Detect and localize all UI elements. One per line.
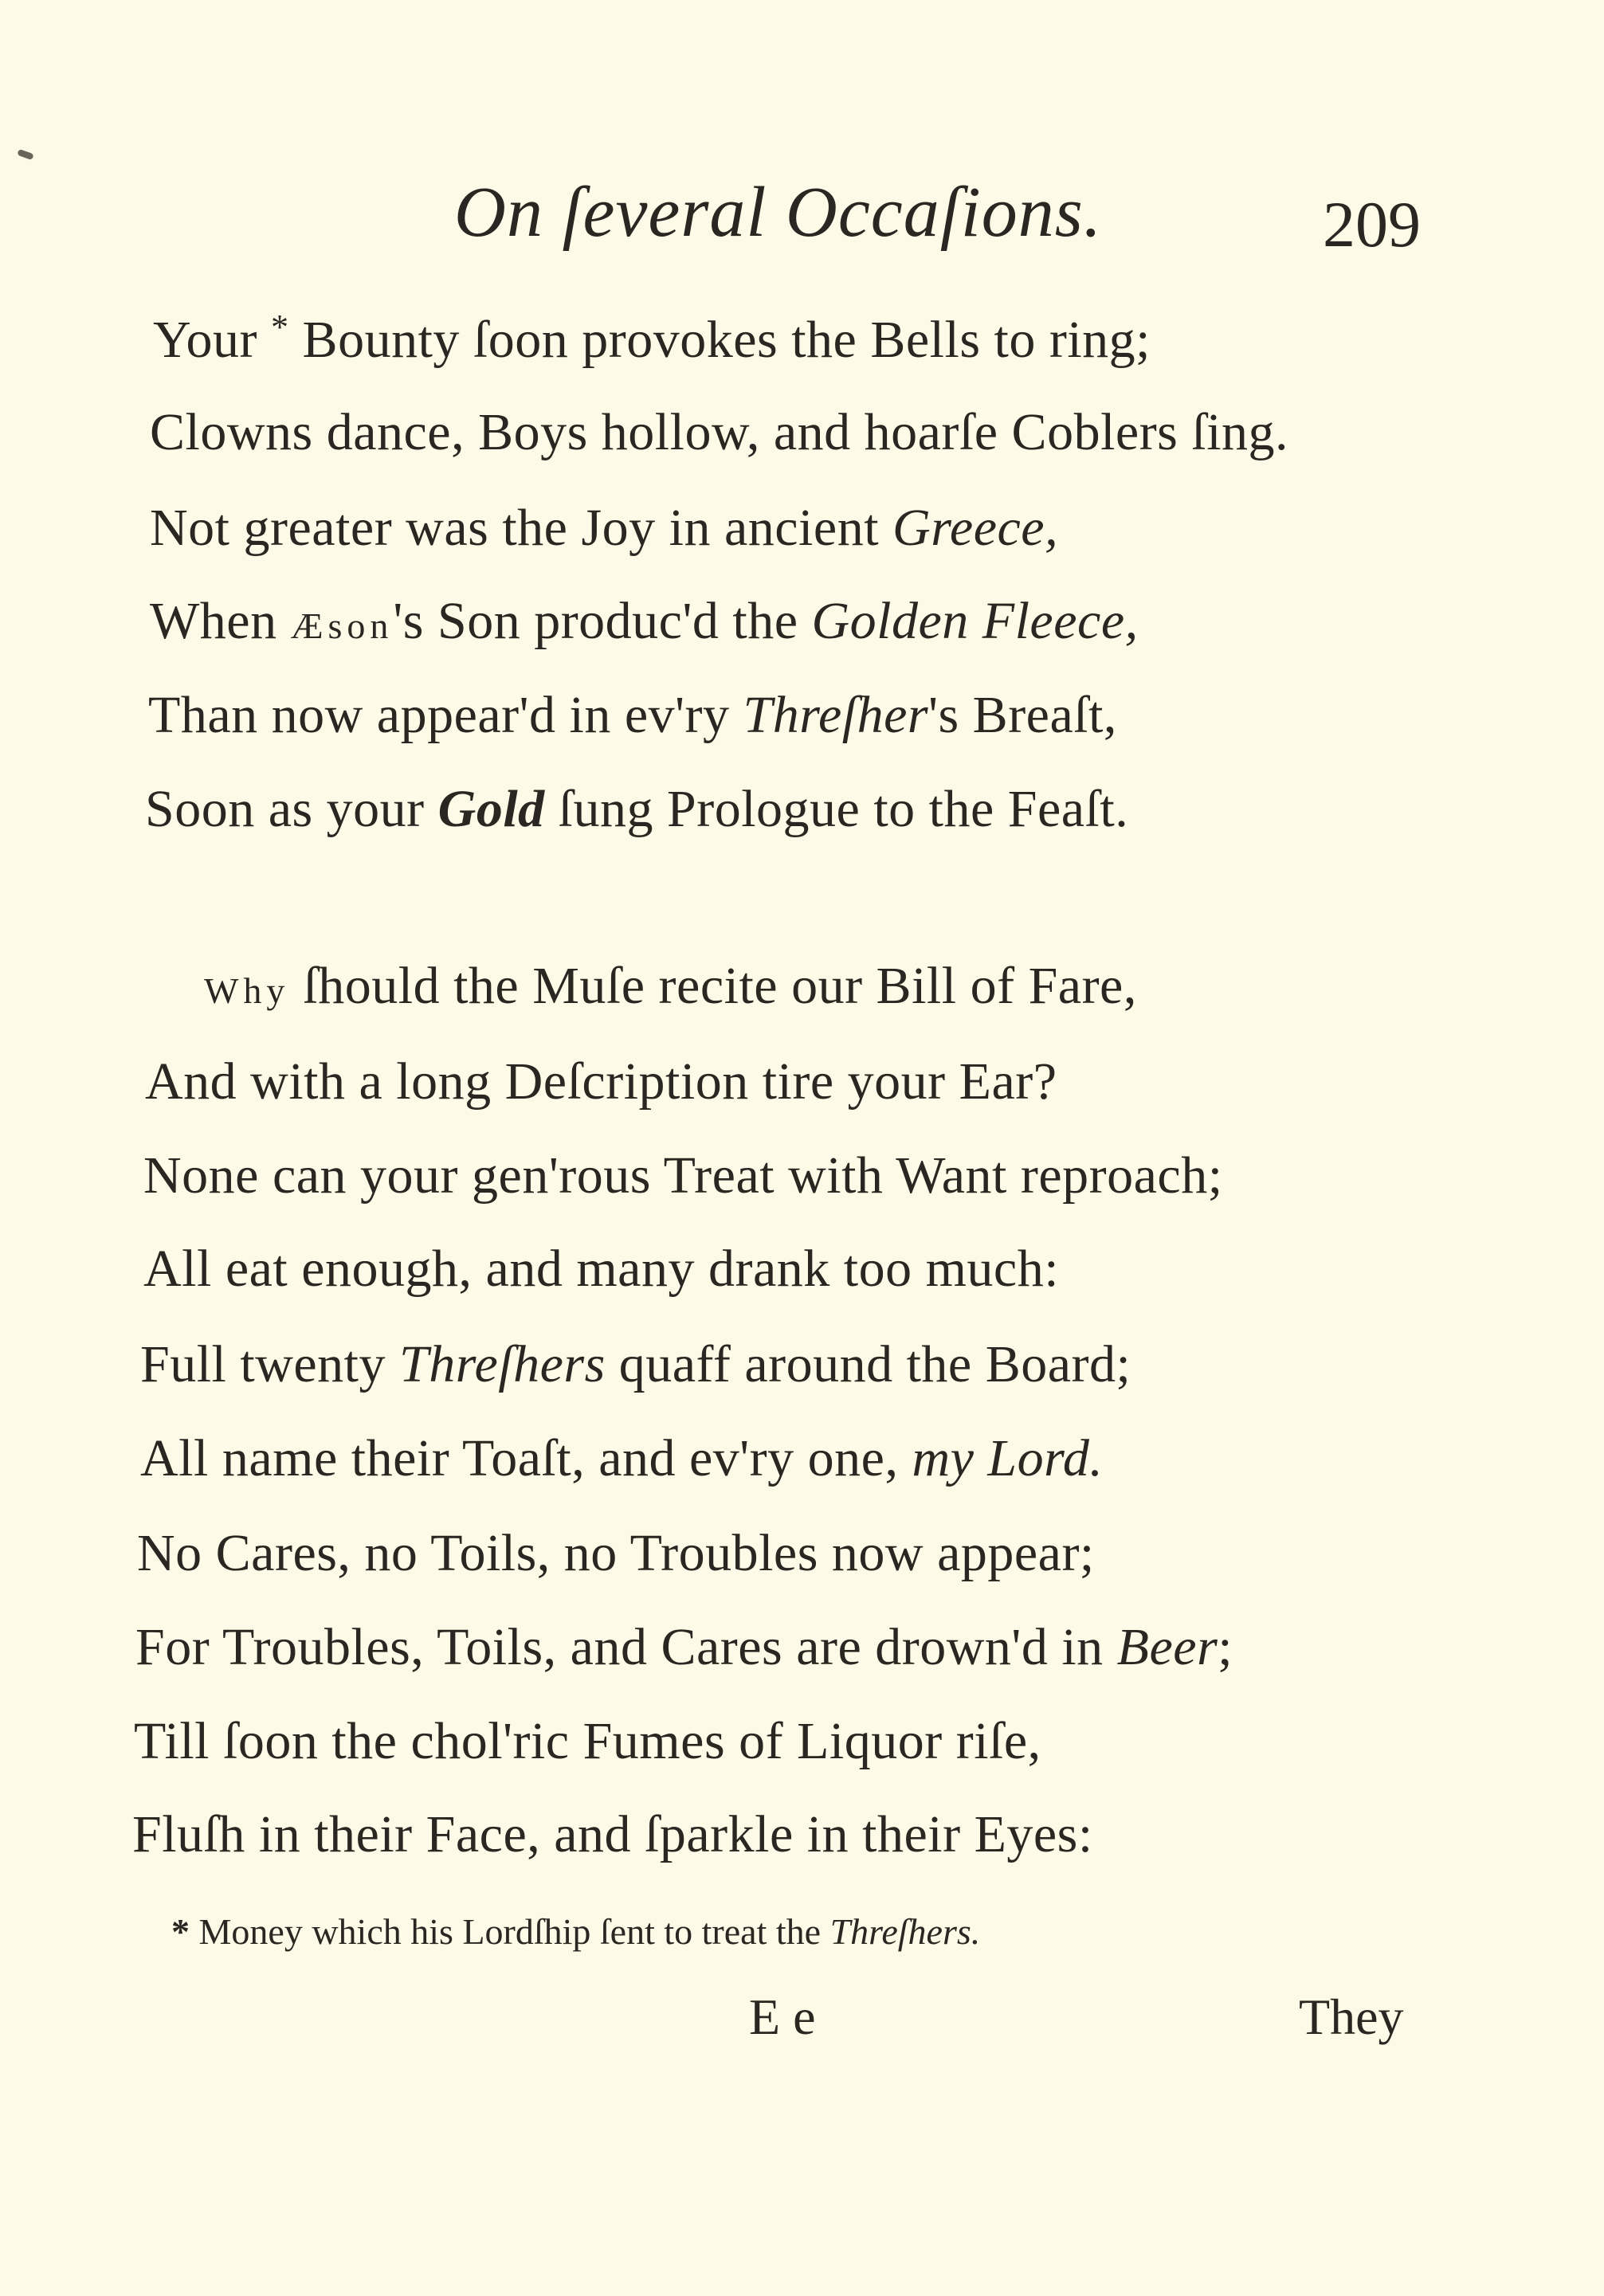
verse-line: Than now appear'd in ev'ry Threſher's Breaſt, xyxy=(148,686,1117,744)
verse-line: Clowns dance, Boys hollow, and hoarſe Coblers ſing. xyxy=(150,403,1289,461)
verse-line: And with a long Deſcription tire your Ear? xyxy=(145,1052,1057,1111)
verse-line: For Troubles, Toils, and Cares are drown'd in Beer; xyxy=(135,1618,1233,1676)
verse-line: Why ſhould the Muſe recite our Bill of Fare, xyxy=(204,957,1137,1015)
running-title: On ſeveral Occaſions. xyxy=(454,173,1103,252)
verse-line: None can your gen'rous Treat with Want reproach; xyxy=(143,1146,1223,1205)
verse-line: Not greater was the Joy in ancient Greece, xyxy=(150,499,1059,557)
page-number: 209 xyxy=(1323,188,1421,261)
catchword: They xyxy=(1299,1988,1404,2045)
footnote: * Money which his Lordſhip ſent to treat the Threſhers. xyxy=(171,1911,981,1952)
margin-mark xyxy=(17,149,34,160)
signature-mark: E e xyxy=(749,1988,816,2045)
verse-line: Till ſoon the chol'ric Fumes of Liquor riſe, xyxy=(134,1712,1041,1770)
verse-line: Soon as your Gold ſung Prologue to the Feaſt. xyxy=(145,780,1129,838)
verse-line: All eat enough, and many drank too much: xyxy=(143,1240,1060,1298)
verse-line: All name their Toaſt, and ev'ry one, my Lord. xyxy=(140,1429,1104,1487)
footnote-reference: * xyxy=(271,308,289,347)
verse-line: Your * Bounty ſoon provokes the Bells to ring; xyxy=(153,308,1151,369)
verse-line: No Cares, no Toils, no Troubles now appear; xyxy=(137,1524,1095,1582)
verse-line: Full twenty Threſhers quaff around the Board; xyxy=(140,1335,1131,1393)
verse-line: When Æson's Son produc'd the Golden Fleece, xyxy=(150,592,1139,650)
verse-line: Fluſh in their Face, and ſparkle in their Eyes: xyxy=(132,1805,1093,1863)
footnote-mark: * xyxy=(171,1911,190,1952)
